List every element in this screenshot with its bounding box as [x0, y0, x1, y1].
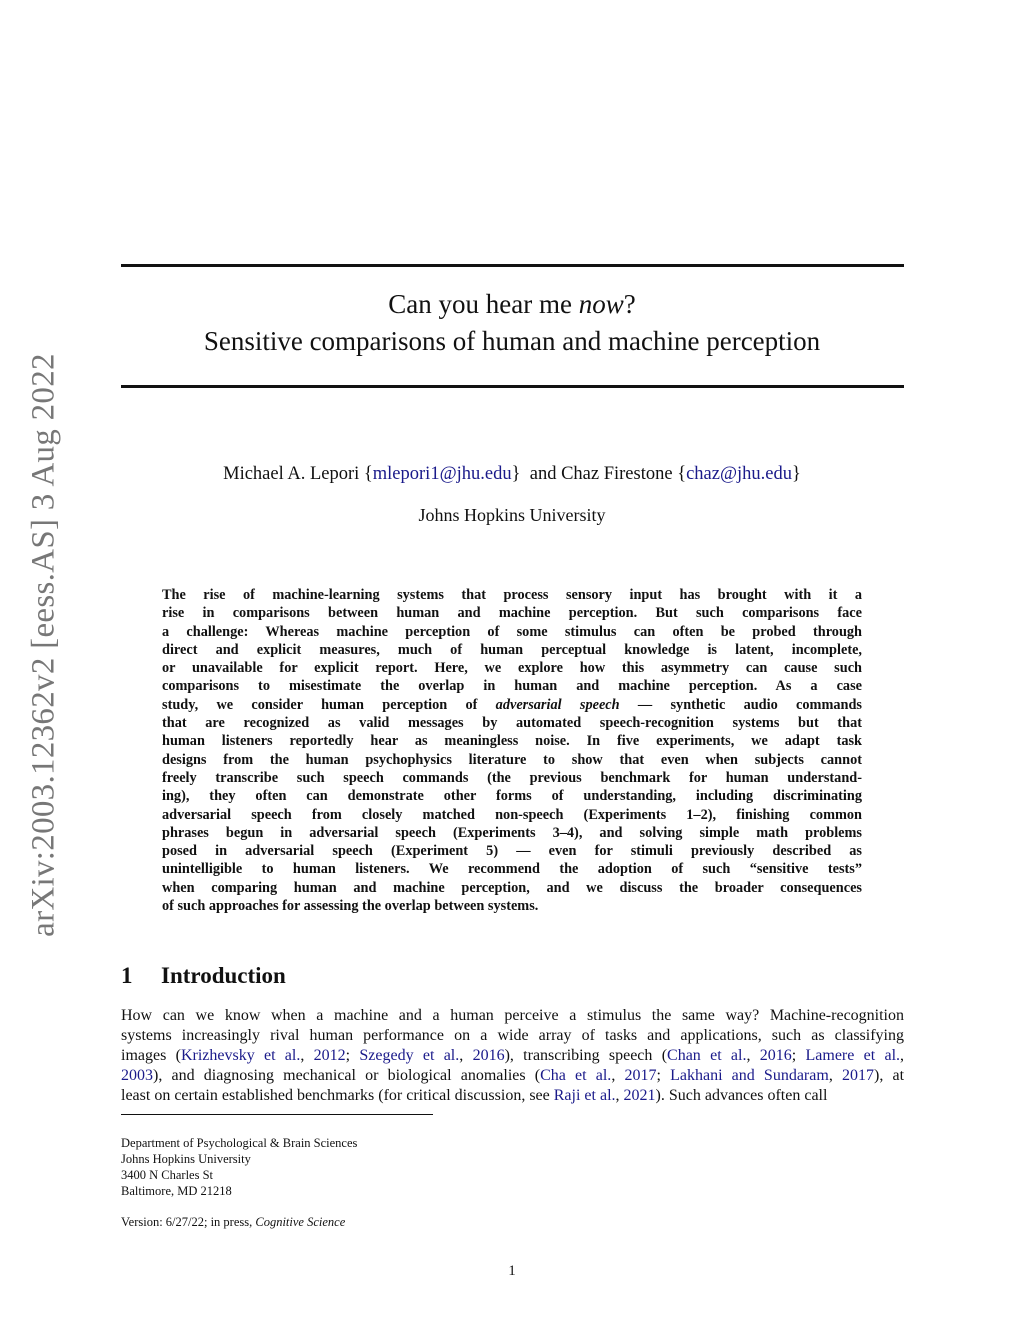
text-line: [121, 1086, 904, 1106]
footnote-line: 3400 N Charles St: [121, 1168, 214, 1182]
text-segment: The rise of machine-learning systems that process sensory input has brought with it a: [162, 587, 862, 603]
text-line: [162, 897, 862, 915]
footnote-line: Johns Hopkins University: [121, 1152, 251, 1166]
citation-link[interactable]: 2016: [759, 1047, 792, 1064]
text-segment: ), at: [873, 1067, 905, 1084]
citation-link[interactable]: Cha et al.: [540, 1067, 612, 1084]
text-segment: unintelligible to human listeners. We recommend the adoption of such “sensitive tests”: [162, 861, 862, 878]
citation-link[interactable]: 2003: [121, 1067, 153, 1084]
section-title: Introduction: [161, 963, 286, 988]
text-line: [162, 641, 862, 659]
text-line: [162, 714, 862, 732]
section-number: 1: [121, 963, 133, 988]
text-segment: ,: [300, 1047, 314, 1064]
text-segment: rise in comparisons between human and machine perception. But such comparisons face: [162, 605, 862, 622]
citation-link[interactable]: 2017: [841, 1067, 874, 1084]
text-segment: How can we know when a machine and a human perceive a stimulus the same way? Machine-recognition: [121, 1007, 904, 1024]
author-line: Michael A. Lepori {mlepori1@jhu.edu} and Chaz Firestone {chaz@jhu.edu}: [223, 464, 801, 484]
text-line: [162, 806, 862, 824]
emphasis-text: adversarial speech: [495, 696, 620, 713]
text-line: [162, 732, 862, 750]
text-segment: least on certain established benchmarks (for critical discussion, see: [121, 1087, 554, 1104]
text-segment: ), transcribing speech (: [504, 1047, 668, 1064]
title-emphasis: now: [578, 289, 624, 319]
text-segment: ,: [615, 1087, 624, 1104]
citation-link[interactable]: Lakhani and Sundaram: [670, 1067, 829, 1084]
text-line: [162, 824, 862, 842]
author-name: Michael A. Lepori: [223, 464, 360, 484]
author-email-link[interactable]: mlepori1@jhu.edu: [372, 464, 512, 484]
text-segment: that are recognized as valid messages by automated speech-recognition systems but that: [162, 715, 862, 732]
section-heading: [121, 963, 286, 989]
version-text: Version: 6/27/22; in press,: [121, 1215, 256, 1229]
text-segment: human listeners reportedly hear as meaningless noise. In five experiments, we adapt task: [162, 733, 862, 750]
footnote-line: Department of Psychological & Brain Sciences: [121, 1136, 358, 1150]
page-number: 1: [508, 1263, 516, 1279]
title-line-1: [0, 289, 1024, 320]
text-segment: or unavailable for explicit report. Here, we explore how this asymmetry can cause such: [162, 660, 862, 677]
citation-link[interactable]: Lamere et al.: [805, 1047, 901, 1064]
text-segment: direct and explicit measures, much of human perceptual knowledge is latent, incomplete,: [162, 641, 862, 658]
author-email-link[interactable]: chaz@jhu.edu: [686, 464, 792, 484]
footnote-line: Baltimore, MD 21218: [121, 1184, 232, 1198]
citation-link[interactable]: Raji et al.: [553, 1087, 616, 1104]
text-segment: phrases begun in adversarial speech (Experiments 3–4), and solving simple math problems: [162, 824, 862, 841]
text-segment: ;: [656, 1067, 671, 1084]
text-segment: study, we consider human perception of: [162, 696, 496, 713]
title-top-rule: [121, 264, 904, 267]
text-segment: images (: [121, 1047, 181, 1064]
text-segment: designs from the human psychophysics literature to show that even when subjects cannot: [162, 751, 862, 768]
text-line: [162, 842, 862, 860]
text-line: [162, 787, 862, 805]
footnote-rule: [121, 1114, 433, 1115]
text-line: [162, 623, 862, 641]
text-line: [162, 586, 862, 604]
text-line: [162, 860, 862, 878]
citation-link[interactable]: Szegedy et al.: [359, 1047, 460, 1064]
journal-name: Cognitive Science: [255, 1215, 346, 1229]
text-line: [162, 659, 862, 677]
text-line: [162, 677, 862, 695]
citation-link[interactable]: 2012: [313, 1047, 346, 1064]
text-line: [162, 769, 862, 787]
text-segment: of such approaches for assessing the overlap between systems.: [162, 898, 539, 915]
text-segment: systems increasingly rival human performance on a wide array of tasks and applications, such as classifying: [121, 1027, 904, 1044]
citation-link[interactable]: Chan et al.: [667, 1047, 747, 1064]
text-segment: — synthetic audio commands: [619, 696, 862, 713]
affiliation: Johns Hopkins University: [418, 505, 606, 525]
citation-link[interactable]: 2016: [472, 1047, 505, 1064]
text-segment: ). Such advances often call: [655, 1087, 828, 1104]
citation-link[interactable]: 2017: [624, 1067, 657, 1084]
footnote-address: [121, 1135, 357, 1199]
text-line: [162, 751, 862, 769]
text-segment: ,: [900, 1047, 905, 1064]
text-segment: ;: [791, 1047, 806, 1064]
text-line: [162, 879, 862, 897]
text-segment: adversarial speech from closely matched non-speech (Experiments 1–2), finishing common: [162, 806, 862, 823]
text-segment: ,: [459, 1047, 473, 1064]
title-text: Can you hear me: [388, 289, 579, 319]
title-text: ?: [623, 289, 636, 319]
text-segment: when comparing human and machine perception, and we discuss the broader consequences: [162, 879, 862, 896]
text-segment: posed in adversarial speech (Experiment 5) — even for stimuli previously described as: [162, 843, 862, 860]
text-segment: ;: [345, 1047, 360, 1064]
text-segment: ,: [746, 1047, 760, 1064]
text-segment: freely transcribe such speech commands (the previous benchmark for human understand-: [162, 769, 862, 786]
text-line: [121, 1006, 904, 1026]
arxiv-identifier-stamp: arXiv:2003.12362v2 [eess.AS] 3 Aug 2022: [25, 353, 62, 937]
citation-link[interactable]: Krizhevsky et al.: [180, 1047, 301, 1064]
text-segment: ,: [828, 1067, 842, 1084]
text-segment: ,: [611, 1067, 625, 1084]
title-line-2: Sensitive comparisons of human and machine perception: [203, 326, 821, 356]
text-segment: ing), they often can demonstrate other forms of understanding, including discriminating: [162, 788, 862, 805]
text-segment: comparisons to misestimate the overlap in human and machine perception. As a case: [162, 678, 862, 695]
intro-paragraph: [121, 1006, 904, 1106]
abstract: [162, 586, 862, 915]
text-line: [121, 1066, 904, 1086]
text-segment: ), and diagnosing mechanical or biological anomalies (: [153, 1067, 541, 1084]
author-name: and Chaz Firestone: [529, 464, 673, 484]
text-line: [121, 1046, 904, 1066]
title-bottom-rule: [121, 385, 904, 388]
text-line: [162, 696, 862, 714]
version-note: [121, 1215, 345, 1230]
text-line: [121, 1026, 904, 1046]
citation-link[interactable]: 2021: [623, 1087, 656, 1104]
text-line: [162, 604, 862, 622]
text-segment: a challenge: Whereas machine perception of some stimulus can often be probed through: [162, 623, 862, 640]
